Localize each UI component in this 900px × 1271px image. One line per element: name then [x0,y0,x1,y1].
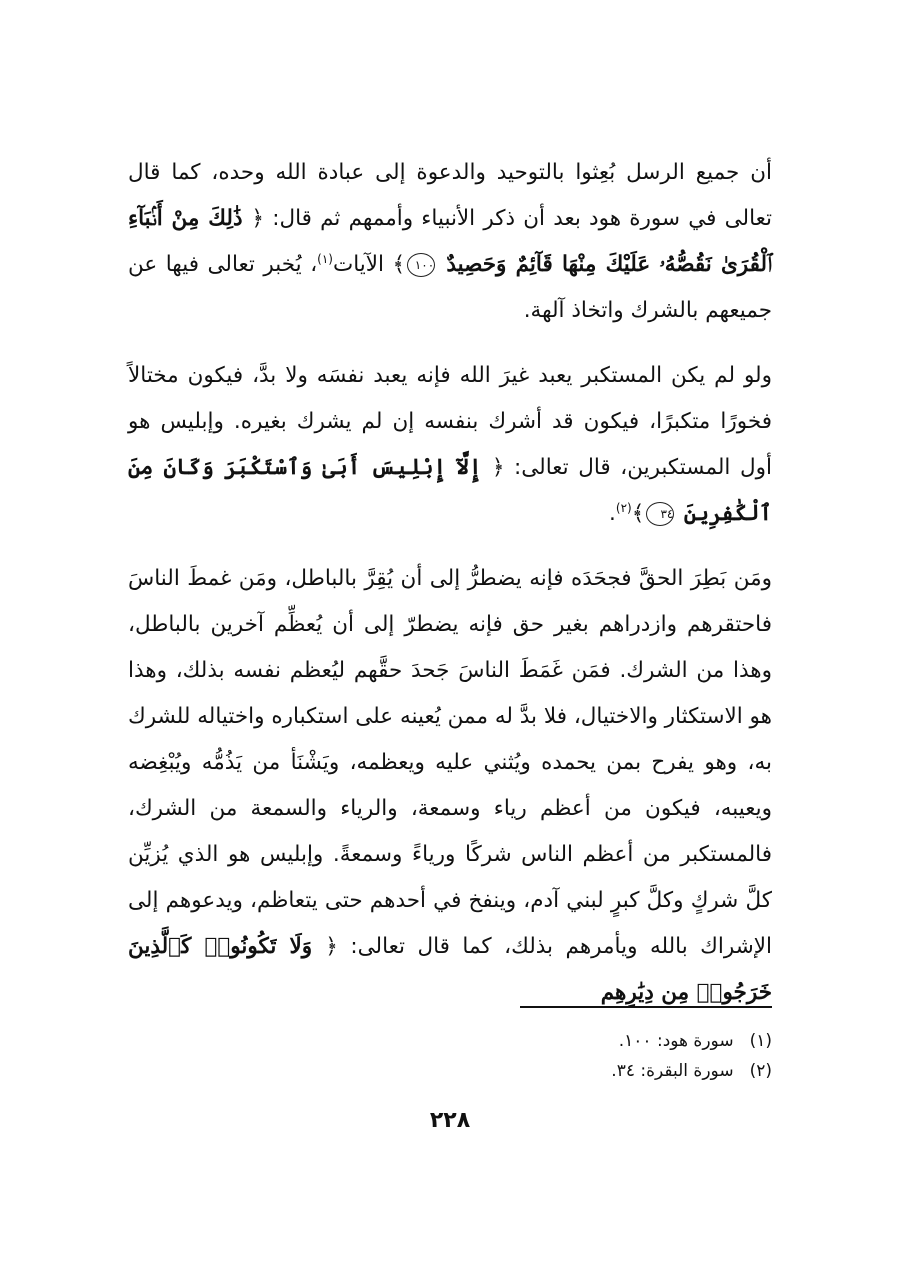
paragraph-3-text [128,556,772,1016]
footnotes [372,1026,772,1086]
footnote-number: (١) [749,1031,772,1051]
verse-text: وَلَا تَكُونُوا۟ كَٱلَّذِينَ خَرَجُوا۟ مِن دِيَٰرِهِم [128,934,772,1005]
paragraph-1 [128,150,772,334]
body-text: ومَن بَطِرَ الحقَّ فجحَدَه فإنه يضطرُّ إلى أن يُقِرَّ بالباطل، ومَن غمطَ الناسَ فاحتقرهم وازدراهم بغير حق فإنه يضطرّ إلى أن يُعظِّم آخرين بالباطل، وهذا من الشرك. فمَن غَمَطَ الناسَ جَحدَ حقَّهم ليُعظم نفسه بذلك، وهذا هو الاستكثار والاختيال، فلا بدَّ له ممن يُعينه على استكباره واختياله للشرك به، وهو يفرح بمن يحمده ويُثني عليه ويعظمه، ويَشْنَأ من يَذُمُّه ويُبْغِضه ويعيبه، فيكون من أعظم رياء وسمعة، والرياء والسمعة من الشرك، فالمستكبر من أعظم الناس شركًا ورياءً وسمعةً. وإبليس هو الذي يُزيِّن كلَّ شركٍ وكلَّ كبرٍ لبني آدم، وينفخ في أحدهم حتى يتعاظم، ويدعوهم إلى الإشراك بالله ويأمرهم بذلك، كما قال تعالى: [128,566,772,959]
footnote-divider [520,1006,772,1008]
ornate-bracket-close: ﴾ [392,252,406,277]
ayah-number-marker: ١٠٠ [407,253,435,277]
body-text: ولو لم يكن المستكبر يعبد غيرَ الله فإنه يعبد نفسَه ولا بدَّ، فيكون مختالاً فخورًا متكبرًا، فيكون قد أشرك بنفسه إن لم يشرك بغيره. وإبليس هو أول المستكبرين، قال تعالى: [128,363,772,480]
footnote-ref[interactable]: (١) [317,251,333,266]
body-text: الآيات [332,252,393,277]
body-text: أن جميع الرسل بُعِثوا بالتوحيد والدعوة إلى عبادة الله وحده، كما قال تعالى في سورة هود بعد أن ذكر الأنبياء وأممهم ثم قال: [128,160,772,231]
paragraph-2-text [128,353,772,537]
ornate-bracket-open: ﴿ [491,455,505,480]
footnote-ref[interactable]: (٢) [615,500,632,515]
verse-text: ذَٰلِكَ مِنْ أَنۢبَآءِ ٱلْقُرَىٰ نَقُصُّهُۥ عَلَيْكَ مِنْهَا قَآئِمٌ وَحَصِيدٌ [128,206,772,277]
body-text: ، يُخبر تعالى فيها عن جميعهم بالشرك واتخاذ آلهة. [128,252,772,323]
ayah-number-marker: ٣٤ [646,502,674,526]
paragraph-3 [128,556,772,1016]
footnote-number: (٢) [749,1061,772,1081]
verse-text: إِلَّآ إِبْلِيسَ أَبَىٰ وَٱسْتَكْبَرَ وَكَانَ مِنَ ٱلْكَٰفِرِينَ [128,455,772,526]
paragraph-2 [128,353,772,537]
ornate-bracket-close: ﴾ [631,501,645,526]
footnote-text: سورة هود: ١٠٠. [618,1031,734,1051]
footnote-1 [372,1026,772,1056]
paragraph-1-text [128,150,772,334]
body-text: . [609,501,616,526]
ornate-bracket-open: ﴿ [251,206,264,231]
ornate-bracket-open: ﴿ [325,934,338,959]
footnote-2 [372,1056,772,1086]
page-number: ٢٢٨ [429,1108,471,1133]
footnote-text: سورة البقرة: ٣٤. [611,1061,734,1081]
